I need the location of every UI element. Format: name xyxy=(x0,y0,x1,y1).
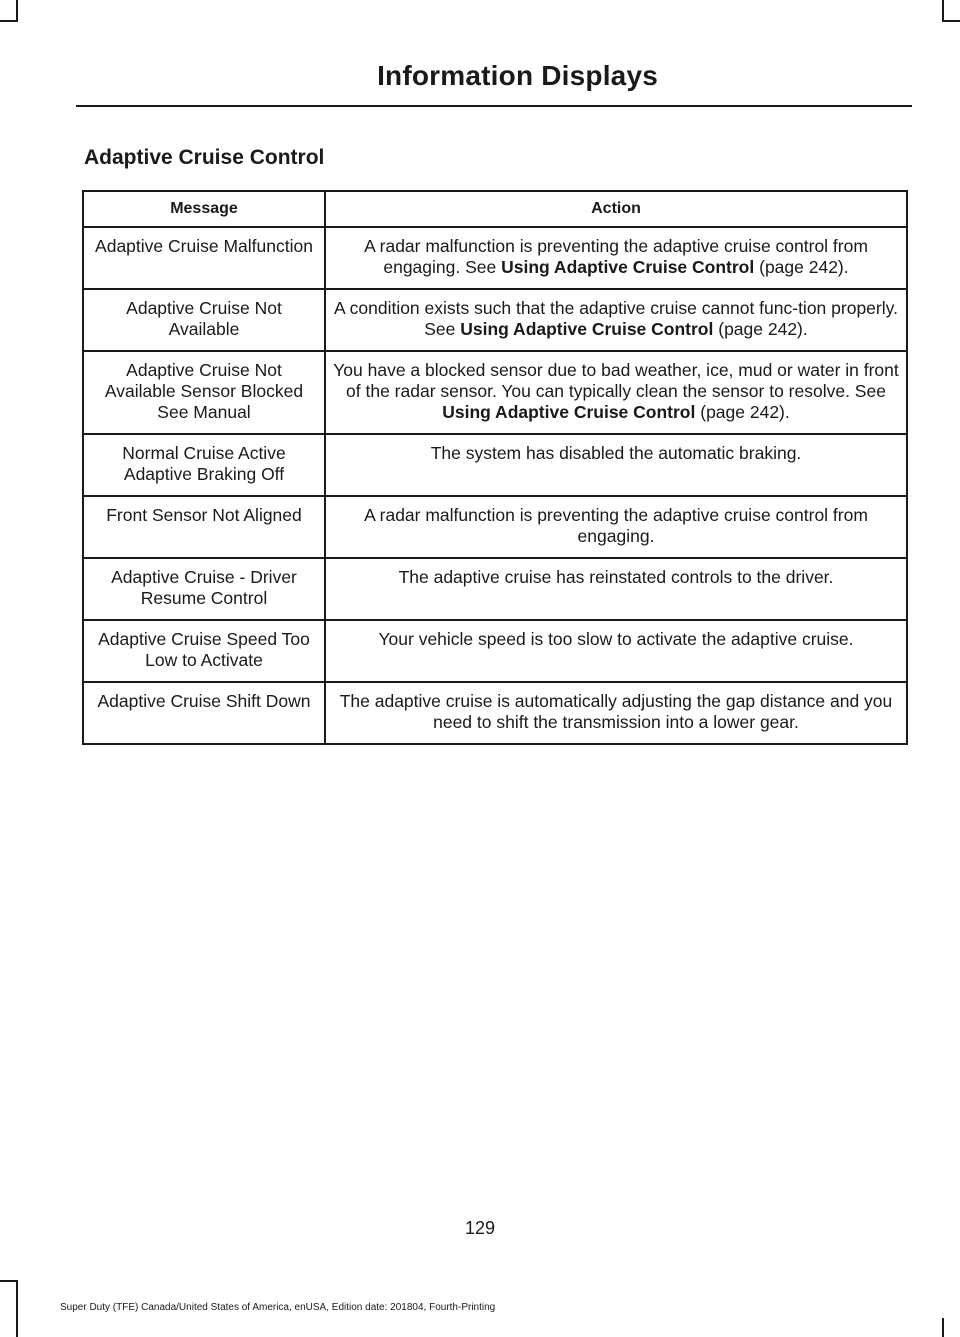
crop-mark-top-left-horizontal xyxy=(0,20,18,22)
table-row xyxy=(83,620,907,682)
crop-mark-top-left-vertical xyxy=(16,0,18,22)
crop-mark-bottom-left-vertical xyxy=(16,1280,18,1337)
action-text: A radar malfunction is preventing the adaptive cruise control from engaging. See xyxy=(364,236,868,277)
action-page-text: (page 242). xyxy=(713,319,808,339)
column-header-message: Message xyxy=(83,191,325,227)
page-reference-link[interactable]: Using Adaptive Cruise Control xyxy=(442,402,696,422)
message-cell: Adaptive Cruise Speed Too Low to Activate xyxy=(83,620,325,682)
table-row xyxy=(83,227,907,289)
action-cell: Your vehicle speed is too slow to activate the adaptive cruise. xyxy=(325,620,907,682)
page-title: Information Displays xyxy=(377,60,658,91)
message-cell: Adaptive Cruise Not Available xyxy=(83,289,325,351)
page-number: 129 xyxy=(464,1218,496,1238)
message-table xyxy=(82,190,908,745)
action-cell xyxy=(325,289,907,351)
crop-mark-top-right-vertical xyxy=(942,0,944,22)
crop-mark-bottom-right-vertical xyxy=(942,1318,944,1337)
action-cell: The adaptive cruise has reinstated controls to the driver. xyxy=(325,558,907,620)
action-page-text: (page 242). xyxy=(695,402,790,422)
message-cell: Normal Cruise Active Adaptive Braking Off xyxy=(83,434,325,496)
action-cell: A radar malfunction is preventing the adaptive cruise control from engaging. xyxy=(325,496,907,558)
message-cell: Front Sensor Not Aligned xyxy=(83,496,325,558)
action-cell xyxy=(325,227,907,289)
table-row xyxy=(83,496,907,558)
action-cell: The adaptive cruise is automatically adjusting the gap distance and you need to shift the transmission into a lower gear. xyxy=(325,682,907,744)
action-cell xyxy=(325,351,907,434)
page-reference-link[interactable]: Using Adaptive Cruise Control xyxy=(460,319,714,339)
crop-mark-bottom-left-horizontal xyxy=(0,1280,18,1282)
message-cell: Adaptive Cruise Malfunction xyxy=(83,227,325,289)
table-row xyxy=(83,289,907,351)
table-row xyxy=(83,682,907,744)
edition-footer: Super Duty (TFE) Canada/United States of America, enUSA, Edition date: 201804, Fourth-Printing xyxy=(60,1302,496,1313)
action-text: You have a blocked sensor due to bad weather, ice, mud or water in front of the radar sensor. You can typically clean the sensor to resolve. See xyxy=(333,360,899,401)
table-header-row xyxy=(83,191,907,227)
crop-mark-top-right-horizontal xyxy=(942,20,960,22)
table-row xyxy=(83,558,907,620)
page-reference-link[interactable]: Using Adaptive Cruise Control xyxy=(501,257,755,277)
message-cell: Adaptive Cruise Shift Down xyxy=(83,682,325,744)
page-header xyxy=(76,60,912,107)
action-cell: The system has disabled the automatic braking. xyxy=(325,434,907,496)
message-cell: Adaptive Cruise Not Available Sensor Blocked See Manual xyxy=(83,351,325,434)
action-page-text: (page 242). xyxy=(754,257,849,277)
table-row xyxy=(83,434,907,496)
column-header-action: Action xyxy=(325,191,907,227)
message-cell: Adaptive Cruise - Driver Resume Control xyxy=(83,558,325,620)
action-text: A condition exists such that the adaptive cruise cannot func-tion properly. See xyxy=(334,298,898,339)
table-row xyxy=(83,351,907,434)
section-title: Adaptive Cruise Control xyxy=(84,146,325,169)
